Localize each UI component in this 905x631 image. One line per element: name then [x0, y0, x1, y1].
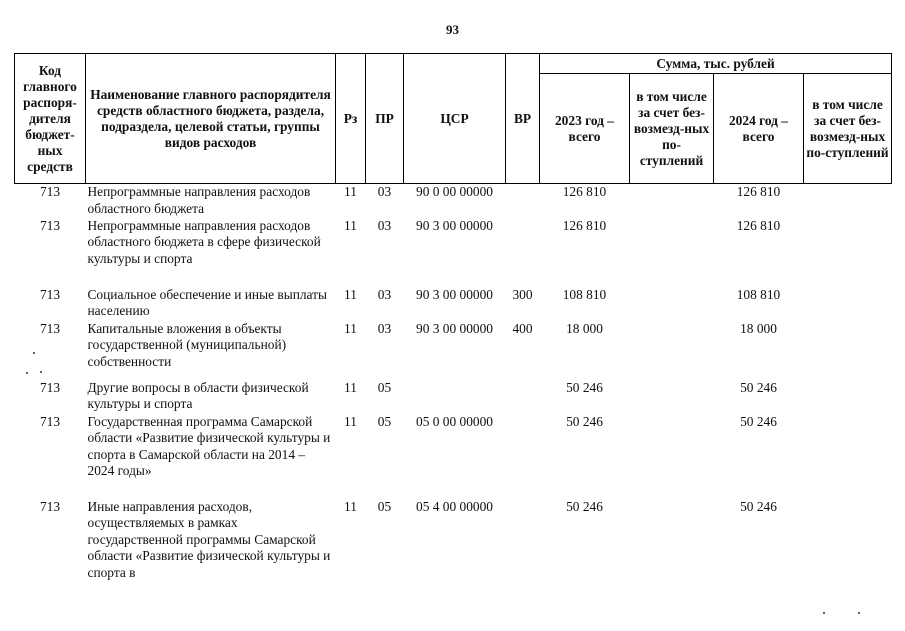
row-2023-free: [630, 321, 714, 380]
header-vr: ВР: [506, 54, 540, 184]
row-code: 713: [39, 320, 61, 336]
row-rz: 11: [344, 184, 357, 199]
row-csr: 90 3 00 00000: [416, 217, 493, 233]
table-row: [15, 287, 892, 321]
row-rz: 11: [344, 217, 357, 233]
row-vr: 300: [512, 286, 533, 302]
row-csr: 90 0 00 00000: [416, 184, 493, 199]
row-2023-free: [630, 287, 714, 321]
row-vr: 400: [512, 320, 533, 336]
row-2024-total: 126 810: [736, 217, 781, 233]
row-rz: 11: [344, 498, 357, 514]
header-pr: ПР: [366, 54, 404, 184]
scan-speck: [26, 372, 28, 374]
row-2023-total: 126 810: [562, 184, 607, 199]
header-name: Наименование главного распорядителя средств областного бюджета, раздела, подраздела, целевой статьи, группы видов расходов: [86, 54, 336, 184]
row-pr: 03: [377, 184, 392, 199]
page-number: 93: [446, 22, 459, 37]
table-row: [15, 380, 892, 414]
row-2024-free: [804, 287, 892, 321]
row-2023-free: [630, 218, 714, 287]
row-2023-free: [630, 499, 714, 584]
row-2023-free: [630, 184, 714, 218]
row-code: 713: [39, 184, 61, 199]
budget-table: [14, 53, 892, 584]
row-rz: 11: [344, 286, 357, 302]
row-code: 713: [39, 498, 61, 514]
row-vr: [506, 414, 540, 499]
row-code: 713: [39, 286, 61, 302]
scan-speck: [823, 612, 825, 614]
row-2023-free: [630, 380, 714, 414]
row-2024-total: 126 810: [736, 184, 781, 199]
row-2024-total: 108 810: [736, 286, 781, 302]
row-2023-total: 126 810: [562, 217, 607, 233]
row-rz: 11: [344, 413, 357, 429]
row-2024-free: [804, 184, 892, 218]
table-row: [15, 184, 892, 218]
row-rz: 11: [344, 320, 357, 336]
row-csr: 90 3 00 00000: [416, 320, 493, 336]
row-csr: 90 3 00 00000: [416, 286, 493, 302]
scan-speck: [858, 612, 860, 614]
row-2023-total: 108 810: [562, 286, 607, 302]
header-rz: Рз: [336, 54, 366, 184]
row-2023-total: 50 246: [566, 413, 603, 429]
row-name: Другие вопросы в области физической культуры и спорта: [87, 379, 309, 411]
row-csr: 05 0 00 00000: [416, 413, 493, 429]
row-csr: 05 4 00 00000: [416, 498, 493, 514]
row-vr: [506, 218, 540, 287]
table-header: [15, 54, 892, 184]
row-2024-total: 50 246: [740, 413, 777, 429]
row-name: Капитальные вложения в объекты государственной (муниципальной) собственности: [87, 320, 287, 369]
row-2023-total: 18 000: [566, 320, 603, 336]
table-row: [15, 218, 892, 287]
row-name: Непрограммные направления расходов областного бюджета в сфере физической культуры и спорта: [87, 217, 321, 266]
row-csr: [404, 380, 506, 414]
header-sum-group: Сумма, тыс. рублей: [540, 54, 892, 74]
row-2024-free: [804, 414, 892, 499]
header-2023-total: 2023 год – всего: [540, 74, 630, 184]
row-2024-free: [804, 321, 892, 380]
row-code: 713: [39, 413, 61, 429]
row-pr: 05: [377, 498, 392, 514]
row-pr: 05: [377, 379, 392, 395]
scan-speck: [33, 352, 35, 354]
row-name: Социальное обеспечение и иные выплаты населению: [87, 286, 328, 318]
row-2024-free: [804, 380, 892, 414]
row-vr: [506, 380, 540, 414]
header-code: Код главного распоря-дителя бюджет-ных средств: [15, 54, 86, 184]
row-2024-free: [804, 499, 892, 584]
header-2023-free: в том числе за счет без-возмезд-ных по-ступлений: [630, 74, 714, 184]
row-2023-total: 50 246: [566, 498, 603, 514]
row-pr: 03: [377, 320, 392, 336]
table-row: [15, 414, 892, 499]
scan-speck: [40, 371, 42, 373]
row-pr: 03: [377, 286, 392, 302]
row-name: Иные направления расходов, осуществляемых в рамках государственной программы Самарской области «Развитие физической культуры и спорта в: [87, 498, 331, 580]
row-2023-total: 50 246: [566, 379, 603, 395]
row-2024-total: 50 246: [740, 498, 777, 514]
row-pr: 03: [377, 217, 392, 233]
row-2024-total: 18 000: [740, 320, 777, 336]
row-pr: 05: [377, 413, 392, 429]
row-2024-total: 50 246: [740, 379, 777, 395]
table-row: [15, 499, 892, 584]
row-rz: 11: [344, 379, 357, 395]
row-2024-free: [804, 218, 892, 287]
row-2023-free: [630, 414, 714, 499]
row-name: Непрограммные направления расходов областного бюджета: [87, 184, 311, 216]
header-csr: ЦСР: [404, 54, 506, 184]
row-code: 713: [39, 379, 61, 395]
header-2024-free: в том числе за счет без-возмезд-ных по-ступлений: [804, 74, 892, 184]
table-body: [15, 184, 892, 584]
header-2024-total: 2024 год – всего: [714, 74, 804, 184]
row-name: Государственная программа Самарской области «Развитие физической культуры и спорта в Самарской области на 2014 – 2024 годы»: [87, 413, 331, 478]
row-vr: [506, 184, 540, 218]
row-vr: [506, 499, 540, 584]
table-row: [15, 321, 892, 380]
row-code: 713: [39, 217, 61, 233]
